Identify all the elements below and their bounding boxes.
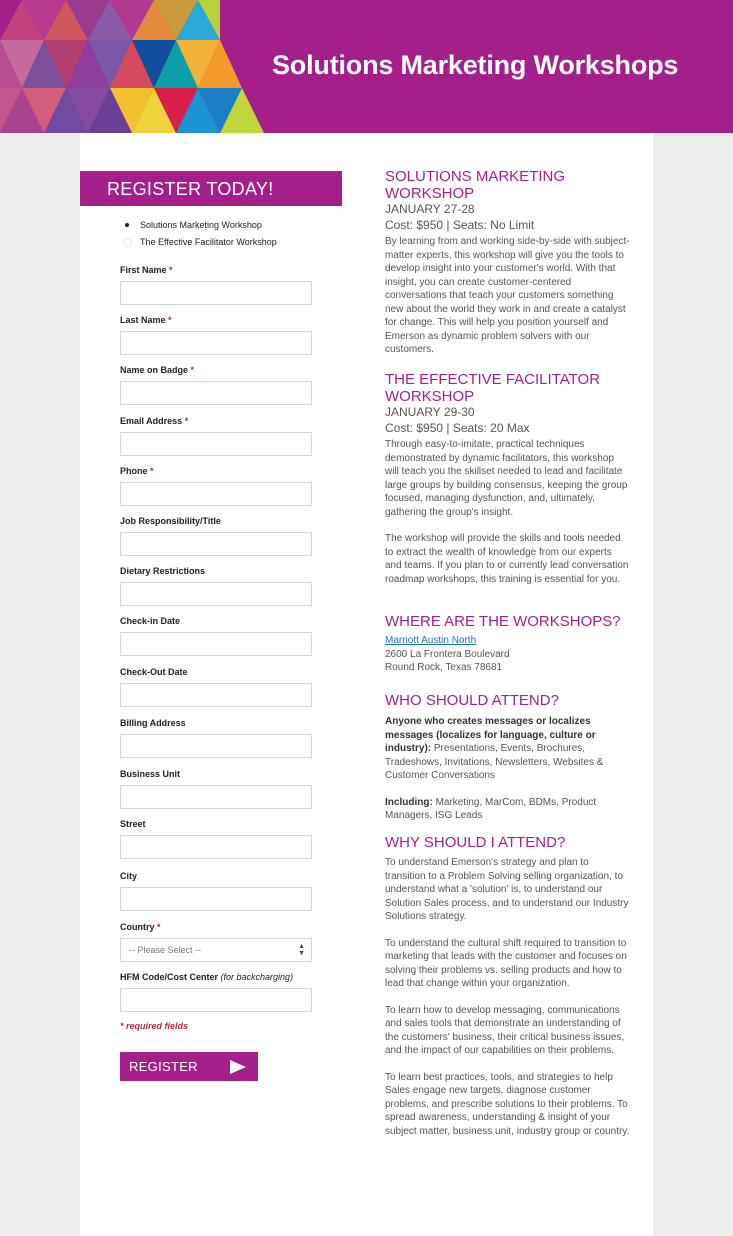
badge-name-label: Name on Badge * [120,365,195,375]
workshop2-description: Through easy-to-imitate, practical techniques demonstrated by dynamic facilitators, this workshop will teach you the skillset needed to lead and facilitate large groups by building consensus, keeping the group focused, managing dysfunction, and, ultimately, gathering the group's insight. [385,439,628,518]
last-name-field[interactable] [120,331,312,355]
workshop2-cost: Cost: $950 | Seats: 20 Max [385,421,530,435]
email-label: Email Address * [120,416,189,426]
who-including: Including: Marketing, MarCom, BDMs, Product Managers, ISG Leads [385,796,597,821]
who-description: Anyone who creates messages or localizes messages (localizes for language, culture or industry): Presentations, Events, Brochures, Tradeshows, Invitations, Newsletters, Websites & Customer Conversations [385,716,604,781]
city-field[interactable] [120,887,312,911]
radio-solutions-workshop[interactable] [123,220,262,230]
first-name-label: First Name * [120,265,173,275]
workshop1-title: SOLUTIONS MARKETING WORKSHOP [385,168,566,202]
radio-label: The Effective Facilitator Workshop [140,237,277,247]
why-paragraph: To learn best practices, tools, and strategies to help Sales engage new targets, diagnose customer problems, and prescribe solutions to their problems. To spread awareness, understanding & insight of your subject matter, business unit, industry group or country. [385,1071,630,1137]
radio-selected-icon[interactable] [123,221,132,230]
radio-facilitator-workshop[interactable] [123,237,277,247]
checkin-field[interactable] [120,632,312,656]
job-title-field[interactable] [120,532,312,556]
business-unit-field[interactable] [120,785,312,809]
billing-label: Billing Address [120,718,186,728]
checkin-label: Check-in Date [120,616,181,626]
phone-field[interactable] [120,482,312,506]
location-title: WHERE ARE THE WORKSHOPS? [385,613,621,630]
arrow-right-icon [230,1060,246,1074]
location-section [385,613,630,675]
last-name-label: Last Name * [120,315,172,325]
workshop2-dates: JANUARY 29-30 [385,405,475,419]
street-label: Street [120,819,146,829]
why-title: WHY SHOULD I ATTEND? [385,834,566,851]
first-name-field[interactable] [120,281,312,305]
why-paragraph: To understand Emerson's strategy and plan to transition to a Problem Solving selling organization, to understand what a 'solution' is, to understand our Solution Sales process, and to understand our Industry Solutions strategy. [385,857,629,922]
select-arrows-icon: ▲ ▼ [298,943,305,957]
badge-name-field[interactable] [120,381,312,405]
page-title: Solutions Marketing Workshops [272,50,679,80]
address-line-2: Round Rock, Texas 78681 [385,662,503,673]
page-header [0,0,733,133]
city-label: City [120,871,138,881]
workshop1-cost: Cost: $950 | Seats: No Limit [385,218,535,232]
country-select[interactable] [120,938,312,962]
who-title: WHO SHOULD ATTEND? [385,692,559,709]
country-label: Country * [120,922,161,932]
workshop1-description: By learning from and working side-by-side with subject-matter experts, this workshop will give you the tools to develop insight into your customer's world. With that insight, you can create customer-centered conversations that teach your customers something new about the world they work in and create a catalyst for change. This will help you position yourself and Emerson as dynamic problem solvers with our customers. [385,236,630,355]
phone-label: Phone * [120,466,154,476]
radio-label: Solutions Marketing Workshop [140,220,262,230]
job-title-label: Job Responsibility/Title [120,516,221,526]
hfm-field[interactable] [120,988,312,1012]
checkout-field[interactable] [120,683,312,707]
country-select-value: -- Please Select -- [129,945,202,955]
workshop2-description-2: The workshop will provide the skills and tools needed to extract the wealth of knowledge from our experts and teams. If you plan to or currently lead conversation roadmap workshops, this training is essential for you. [385,533,629,585]
register-button[interactable] [120,1052,258,1081]
register-button-label: REGISTER [129,1059,198,1074]
triangle-pattern-graphic [0,0,300,133]
address-line-1: 2600 La Frontera Boulevard [385,648,510,660]
checkout-label: Check-Out Date [120,667,188,677]
workshop1-dates: JANUARY 27-28 [385,202,475,216]
street-field[interactable] [120,835,312,859]
who-section [385,692,630,823]
workshop2-section [385,371,630,586]
radio-unselected-icon[interactable] [123,238,132,247]
workshop2-title: THE EFFECTIVE FACILITATOR WORKSHOP [385,371,601,405]
hfm-label: HFM Code/Cost Center (for backcharging) [120,972,294,982]
why-section [385,834,630,1138]
why-paragraph: To understand the cultural shift required to transition to marketing that leads with the customer and focuses on solving their problems vs. selling products and how to lead that change within your organization. [385,937,627,989]
why-paragraph: To learn how to develop messaging, communications and sales tools that demonstrate an understanding of the customers' business, their critical business issues, and the impact of our capabilities on their problems. [385,1004,625,1056]
business-unit-label: Business Unit [120,769,181,779]
venue-link[interactable]: Marriott Austin North [385,635,477,646]
register-banner: REGISTER TODAY! [80,171,342,206]
dietary-label: Dietary Restrictions [120,566,206,576]
email-field[interactable] [120,432,312,456]
required-fields-note: * required fields [120,1021,189,1031]
workshop1-section [385,168,630,357]
billing-field[interactable] [120,734,312,758]
dietary-field[interactable] [120,582,312,606]
